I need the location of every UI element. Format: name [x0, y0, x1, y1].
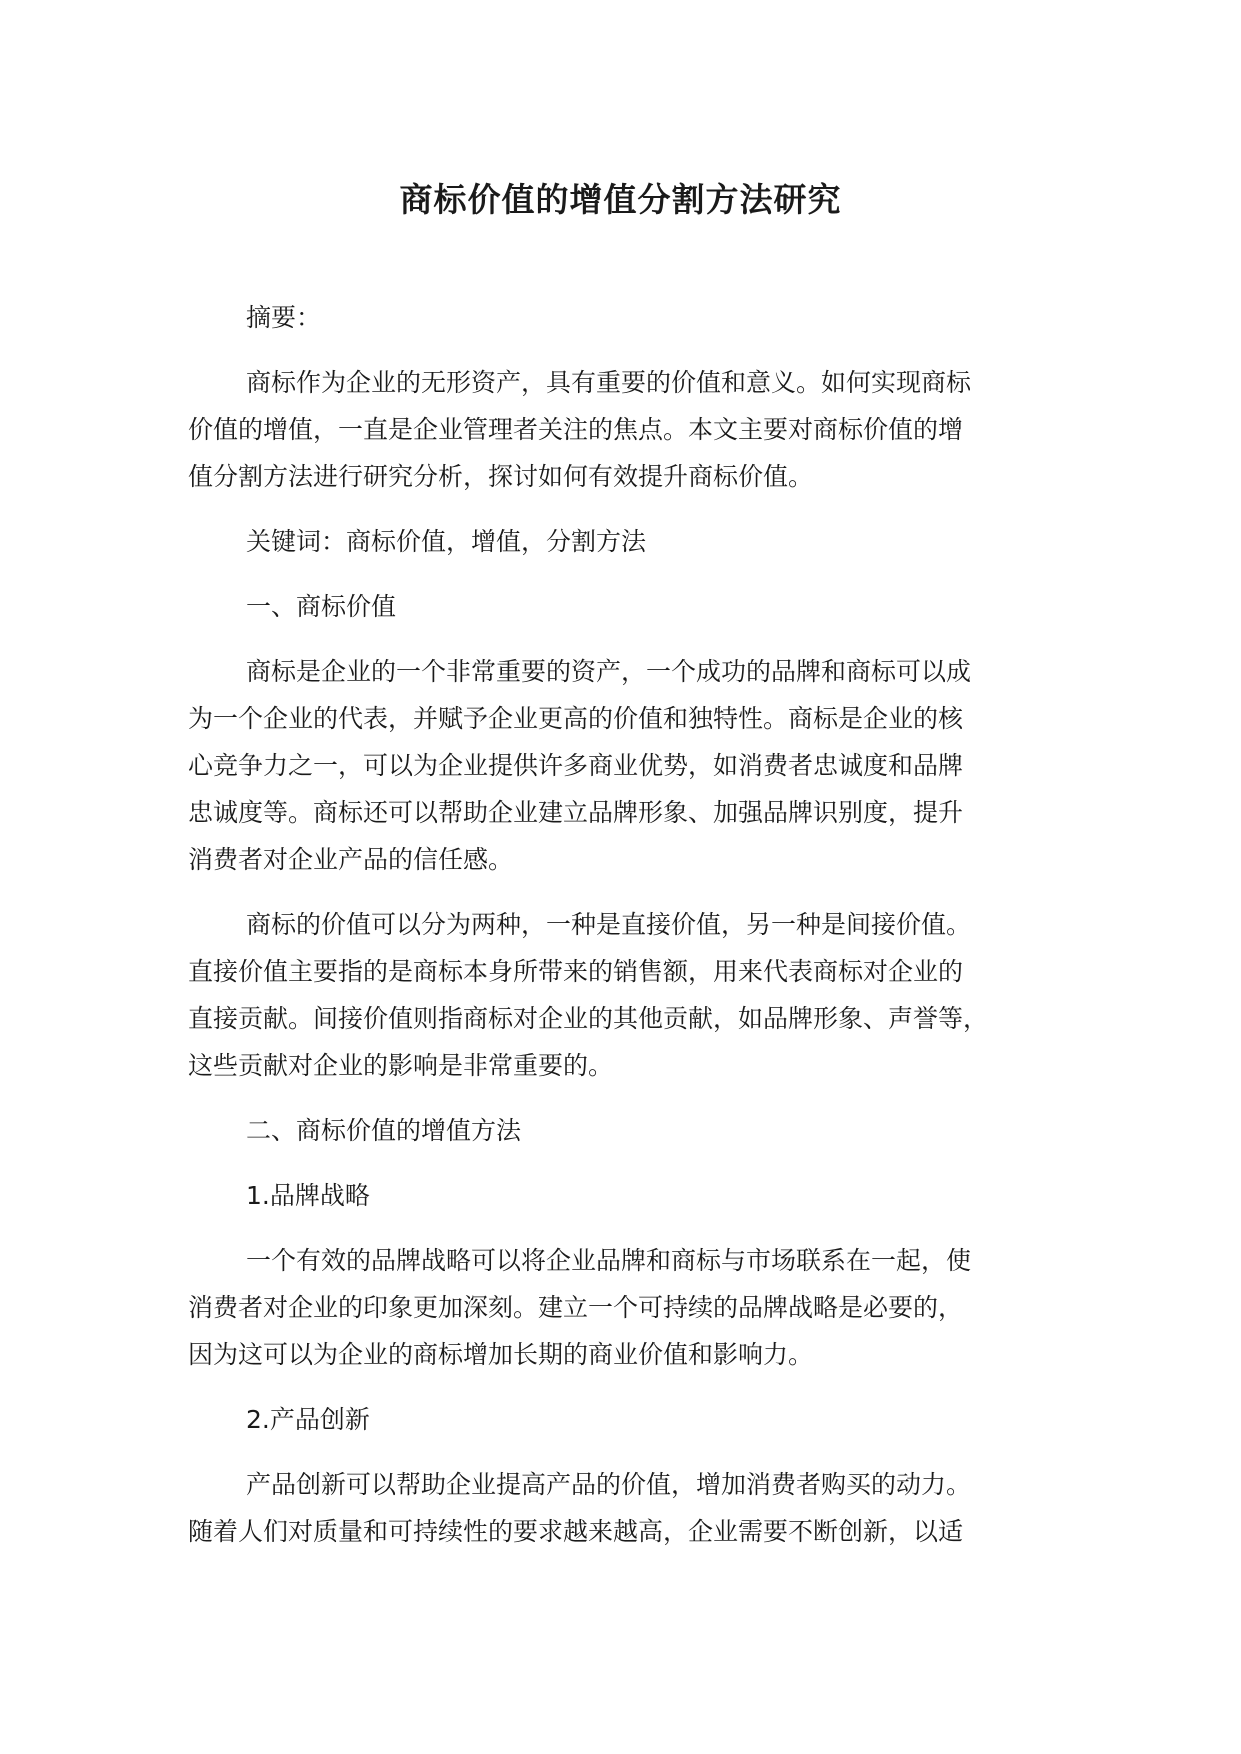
abstract-line: 价值的增值，一直是企业管理者关注的焦点。本文主要对商标价值的增 — [188, 415, 964, 444]
section1-paragraph-2 — [188, 901, 1088, 1089]
paragraph-line: 为一个企业的代表，并赋予企业更高的价值和独特性。商标是企业的核 — [188, 704, 964, 733]
keywords-line: 关键词：商标价值，增值，分割方法 — [246, 527, 647, 556]
paragraph-line: 心竞争力之一，可以为企业提供许多商业优势，如消费者忠诚度和品牌 — [188, 751, 964, 780]
section1-heading: 一、商标价值 — [246, 592, 397, 621]
abstract-line: 值分割方法进行研究分析，探讨如何有效提升商标价值。 — [188, 462, 814, 491]
document-body — [188, 294, 1088, 1573]
subsection2-paragraph — [188, 1461, 1088, 1555]
section2-heading: 二、商标价值的增值方法 — [246, 1116, 522, 1145]
paragraph-line: 一个有效的品牌战略可以将企业品牌和商标与市场联系在一起，使 — [246, 1246, 972, 1275]
paragraph-line: 这些贡献对企业的影响是非常重要的。 — [188, 1051, 614, 1080]
paragraph-line: 产品创新可以帮助企业提高产品的价值，增加消费者购买的动力。 — [246, 1470, 972, 1499]
abstract-line: 商标作为企业的无形资产，具有重要的价值和意义。如何实现商标 — [246, 368, 972, 397]
paragraph-line: 消费者对企业的印象更加深刻。建立一个可持续的品牌战略是必要的， — [188, 1293, 964, 1322]
paragraph-line: 商标的价值可以分为两种，一种是直接价值，另一种是间接价值。 — [246, 910, 972, 939]
abstract-paragraph — [188, 359, 1088, 500]
abstract-label: 摘要： — [246, 303, 322, 332]
paragraph-line: 直接价值主要指的是商标本身所带来的销售额，用来代表商标对企业的 — [188, 957, 964, 986]
paragraph-line: 消费者对企业产品的信任感。 — [188, 845, 514, 874]
document-title: 商标价值的增值分割方法研究 — [399, 180, 842, 219]
paragraph-line: 商标是企业的一个非常重要的资产，一个成功的品牌和商标可以成 — [246, 657, 972, 686]
paragraph-line: 直接贡献。间接价值则指商标对企业的其他贡献，如品牌形象、声誉等， — [188, 1004, 989, 1033]
paragraph-line: 忠诚度等。商标还可以帮助企业建立品牌形象、加强品牌识别度，提升 — [188, 798, 964, 827]
subsection2-heading: 2.产品创新 — [246, 1405, 370, 1434]
subsection1-heading: 1.品牌战略 — [246, 1181, 370, 1210]
section1-paragraph-1 — [188, 648, 1088, 883]
subsection1-paragraph — [188, 1237, 1088, 1378]
paragraph-line: 因为这可以为企业的商标增加长期的商业价值和影响力。 — [188, 1340, 814, 1369]
paragraph-line: 随着人们对质量和可持续性的要求越来越高，企业需要不断创新，以适 — [188, 1517, 964, 1546]
